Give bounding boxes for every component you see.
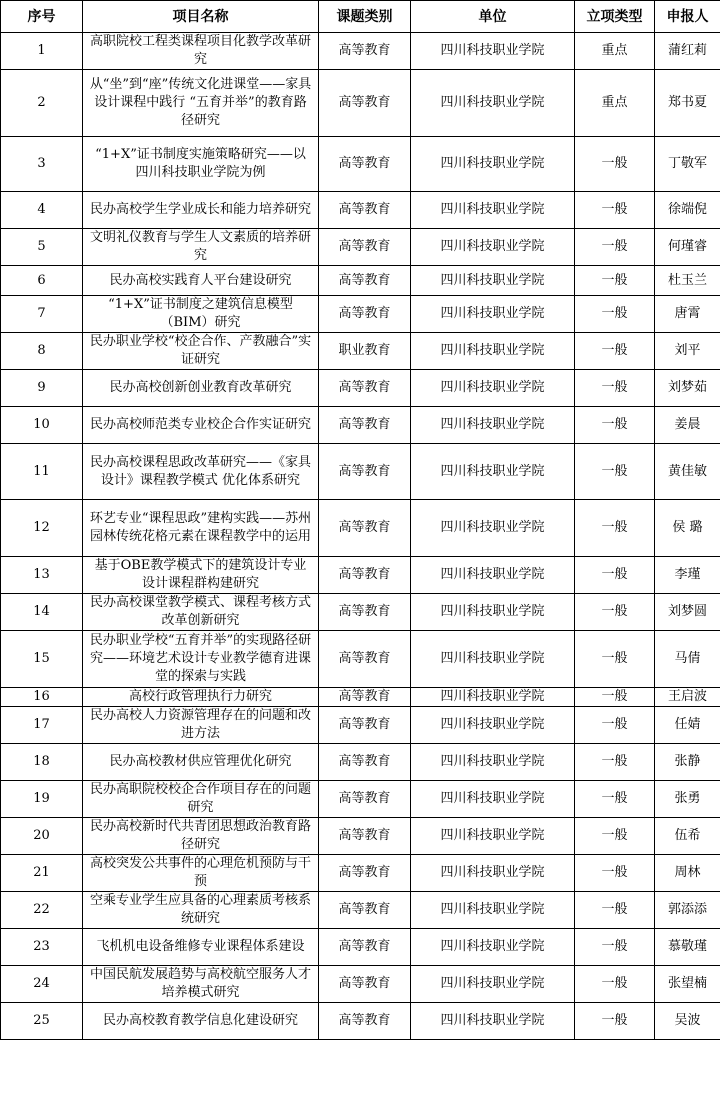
cell-category: 高等教育 [319,137,411,192]
cell-unit: 四川科技职业学院 [411,137,575,192]
cell-category: 高等教育 [319,500,411,557]
header-category: 课题类别 [319,1,411,33]
cell-index: 7 [1,296,83,333]
header-unit: 单位 [411,1,575,33]
cell-project-type: 一般 [575,744,655,781]
cell-index: 22 [1,892,83,929]
cell-project-type: 重点 [575,70,655,137]
cell-index: 12 [1,500,83,557]
cell-category: 高等教育 [319,370,411,407]
cell-index: 5 [1,229,83,266]
cell-category: 高等教育 [319,192,411,229]
cell-applicant: 郑书夏 [655,70,720,137]
cell-unit: 四川科技职业学院 [411,781,575,818]
header-type: 立项类型 [575,1,655,33]
cell-project-type: 一般 [575,333,655,370]
cell-project-name: 民办高校教材供应管理优化研究 [83,744,319,781]
cell-project-type: 一般 [575,966,655,1003]
cell-project-name: 高校突发公共事件的心理危机预防与干预 [83,855,319,892]
cell-project-type: 一般 [575,594,655,631]
cell-index: 14 [1,594,83,631]
table-row [1,70,720,137]
table-row [1,594,720,631]
cell-category: 高等教育 [319,229,411,266]
cell-unit: 四川科技职业学院 [411,444,575,500]
table-row [1,444,720,500]
cell-category: 高等教育 [319,33,411,70]
cell-index: 21 [1,855,83,892]
cell-applicant: 马倩 [655,631,720,688]
table-row [1,892,720,929]
cell-project-type: 一般 [575,1003,655,1040]
table-row [1,407,720,444]
cell-unit: 四川科技职业学院 [411,594,575,631]
cell-project-type: 一般 [575,296,655,333]
header-row [1,1,720,33]
table-row [1,707,720,744]
table-row [1,296,720,333]
cell-category: 职业教育 [319,333,411,370]
cell-index: 4 [1,192,83,229]
cell-project-type: 一般 [575,500,655,557]
cell-index: 13 [1,557,83,594]
cell-project-type: 一般 [575,892,655,929]
cell-applicant: 姜晨 [655,407,720,444]
cell-unit: 四川科技职业学院 [411,892,575,929]
cell-project-name: 民办高校人力资源管理存在的问题和改进方法 [83,707,319,744]
cell-applicant: 任婧 [655,707,720,744]
cell-project-type: 一般 [575,781,655,818]
cell-unit: 四川科技职业学院 [411,192,575,229]
cell-category: 高等教育 [319,744,411,781]
cell-index: 23 [1,929,83,966]
cell-applicant: 徐端倪 [655,192,720,229]
table-body [1,33,720,1040]
cell-project-name: 空乘专业学生应具备的心理素质考核系统研究 [83,892,319,929]
cell-project-name: 中国民航发展趋势与高校航空服务人才培养模式研究 [83,966,319,1003]
table-row [1,333,720,370]
table-row [1,370,720,407]
cell-applicant: 郭添添 [655,892,720,929]
cell-project-name: 民办高校新时代共青团思想政治教育路径研究 [83,818,319,855]
table-row [1,855,720,892]
cell-category: 高等教育 [319,296,411,333]
cell-applicant: 周林 [655,855,720,892]
cell-project-name: 民办高校课堂教学模式、课程考核方式改革创新研究 [83,594,319,631]
cell-applicant: 刘梦茹 [655,370,720,407]
cell-applicant: 刘平 [655,333,720,370]
cell-unit: 四川科技职业学院 [411,707,575,744]
cell-project-type: 一般 [575,631,655,688]
cell-project-type: 一般 [575,266,655,296]
cell-applicant: 何瑾睿 [655,229,720,266]
table-row [1,192,720,229]
cell-project-type: 一般 [575,818,655,855]
cell-project-type: 一般 [575,929,655,966]
cell-index: 17 [1,707,83,744]
table-row [1,818,720,855]
cell-unit: 四川科技职业学院 [411,500,575,557]
cell-applicant: 伍希 [655,818,720,855]
cell-project-type: 一般 [575,444,655,500]
cell-applicant: 张静 [655,744,720,781]
cell-index: 11 [1,444,83,500]
cell-category: 高等教育 [319,818,411,855]
cell-project-name: 环艺专业“课程思政”建构实践——苏州园林传统花格元素在课程教学中的运用 [83,500,319,557]
cell-category: 高等教育 [319,631,411,688]
cell-index: 15 [1,631,83,688]
cell-applicant: 黄佳敏 [655,444,720,500]
cell-category: 高等教育 [319,407,411,444]
cell-applicant: 王启波 [655,688,720,707]
cell-project-name: 基于OBE教学模式下的建筑设计专业设计课程群构建研究 [83,557,319,594]
table-row [1,631,720,688]
table-row [1,229,720,266]
cell-project-type: 一般 [575,370,655,407]
cell-unit: 四川科技职业学院 [411,33,575,70]
cell-unit: 四川科技职业学院 [411,688,575,707]
cell-unit: 四川科技职业学院 [411,296,575,333]
cell-applicant: 李瑾 [655,557,720,594]
cell-category: 高等教育 [319,892,411,929]
cell-applicant: 张望楠 [655,966,720,1003]
cell-project-name: 文明礼仪教育与学生人文素质的培养研究 [83,229,319,266]
header-index: 序号 [1,1,83,33]
cell-index: 24 [1,966,83,1003]
cell-category: 高等教育 [319,70,411,137]
cell-unit: 四川科技职业学院 [411,370,575,407]
cell-category: 高等教育 [319,1003,411,1040]
cell-unit: 四川科技职业学院 [411,818,575,855]
cell-project-name: 高校行政管理执行力研究 [83,688,319,707]
cell-category: 高等教育 [319,557,411,594]
cell-index: 20 [1,818,83,855]
cell-category: 高等教育 [319,855,411,892]
cell-project-type: 一般 [575,229,655,266]
cell-index: 16 [1,688,83,707]
cell-unit: 四川科技职业学院 [411,333,575,370]
cell-project-type: 一般 [575,137,655,192]
cell-project-name: “1+X”证书制度之建筑信息模型（BIM）研究 [83,296,319,333]
cell-unit: 四川科技职业学院 [411,70,575,137]
cell-project-name: 民办高职院校校企合作项目存在的问题研究 [83,781,319,818]
cell-project-name: 民办高校学生学业成长和能力培养研究 [83,192,319,229]
table-row [1,744,720,781]
cell-unit: 四川科技职业学院 [411,407,575,444]
cell-index: 10 [1,407,83,444]
cell-unit: 四川科技职业学院 [411,266,575,296]
cell-applicant: 唐霄 [655,296,720,333]
cell-unit: 四川科技职业学院 [411,631,575,688]
cell-category: 高等教育 [319,688,411,707]
cell-project-name: 高职院校工程类课程项目化教学改革研究 [83,33,319,70]
cell-project-type: 重点 [575,33,655,70]
table-row [1,1003,720,1040]
cell-unit: 四川科技职业学院 [411,744,575,781]
cell-unit: 四川科技职业学院 [411,229,575,266]
cell-applicant: 吴波 [655,1003,720,1040]
cell-category: 高等教育 [319,781,411,818]
cell-project-name: 从“坐”到“座”传统文化进课堂——家具设计课程中践行 “五育并举”的教育路径研究 [83,70,319,137]
cell-category: 高等教育 [319,266,411,296]
cell-index: 9 [1,370,83,407]
cell-applicant: 丁敬军 [655,137,720,192]
cell-index: 6 [1,266,83,296]
cell-applicant: 侯 璐 [655,500,720,557]
cell-index: 8 [1,333,83,370]
cell-project-name: 民办高校创新创业教育改革研究 [83,370,319,407]
cell-unit: 四川科技职业学院 [411,966,575,1003]
cell-project-name: 民办高校教育教学信息化建设研究 [83,1003,319,1040]
cell-unit: 四川科技职业学院 [411,1003,575,1040]
cell-applicant: 刘梦圆 [655,594,720,631]
cell-project-type: 一般 [575,192,655,229]
cell-index: 2 [1,70,83,137]
cell-applicant: 蒲红莉 [655,33,720,70]
cell-project-name: 飞机机电设备维修专业课程体系建设 [83,929,319,966]
cell-project-name: 民办高校师范类专业校企合作实证研究 [83,407,319,444]
table-row [1,266,720,296]
header-applicant: 申报人 [655,1,720,33]
cell-unit: 四川科技职业学院 [411,855,575,892]
cell-category: 高等教育 [319,707,411,744]
header-name: 项目名称 [83,1,319,33]
cell-unit: 四川科技职业学院 [411,557,575,594]
cell-index: 3 [1,137,83,192]
cell-applicant: 慕敬瑾 [655,929,720,966]
table-row [1,33,720,70]
cell-index: 25 [1,1003,83,1040]
cell-applicant: 张勇 [655,781,720,818]
cell-project-type: 一般 [575,688,655,707]
table-row [1,500,720,557]
cell-project-name: 民办高校实践育人平台建设研究 [83,266,319,296]
cell-category: 高等教育 [319,966,411,1003]
cell-project-type: 一般 [575,707,655,744]
cell-category: 高等教育 [319,929,411,966]
cell-index: 18 [1,744,83,781]
table-row [1,929,720,966]
cell-index: 1 [1,33,83,70]
cell-project-name: 民办高校课程思政改革研究——《家具设计》课程教学模式 优化体系研究 [83,444,319,500]
table-row [1,781,720,818]
table-row [1,137,720,192]
cell-project-name: 民办职业学校“五育并举”的实现路径研究——环境艺术设计专业教学德育进课堂的探索与实践 [83,631,319,688]
cell-category: 高等教育 [319,444,411,500]
table-row [1,966,720,1003]
cell-project-name: “1+X”证书制度实施策略研究——以四川科技职业学院为例 [83,137,319,192]
cell-applicant: 杜玉兰 [655,266,720,296]
cell-category: 高等教育 [319,594,411,631]
cell-project-type: 一般 [575,557,655,594]
table-row [1,688,720,707]
cell-index: 19 [1,781,83,818]
table-row [1,557,720,594]
cell-project-name: 民办职业学校“校企合作、产教融合”实证研究 [83,333,319,370]
cell-project-type: 一般 [575,855,655,892]
cell-project-type: 一般 [575,407,655,444]
cell-unit: 四川科技职业学院 [411,929,575,966]
